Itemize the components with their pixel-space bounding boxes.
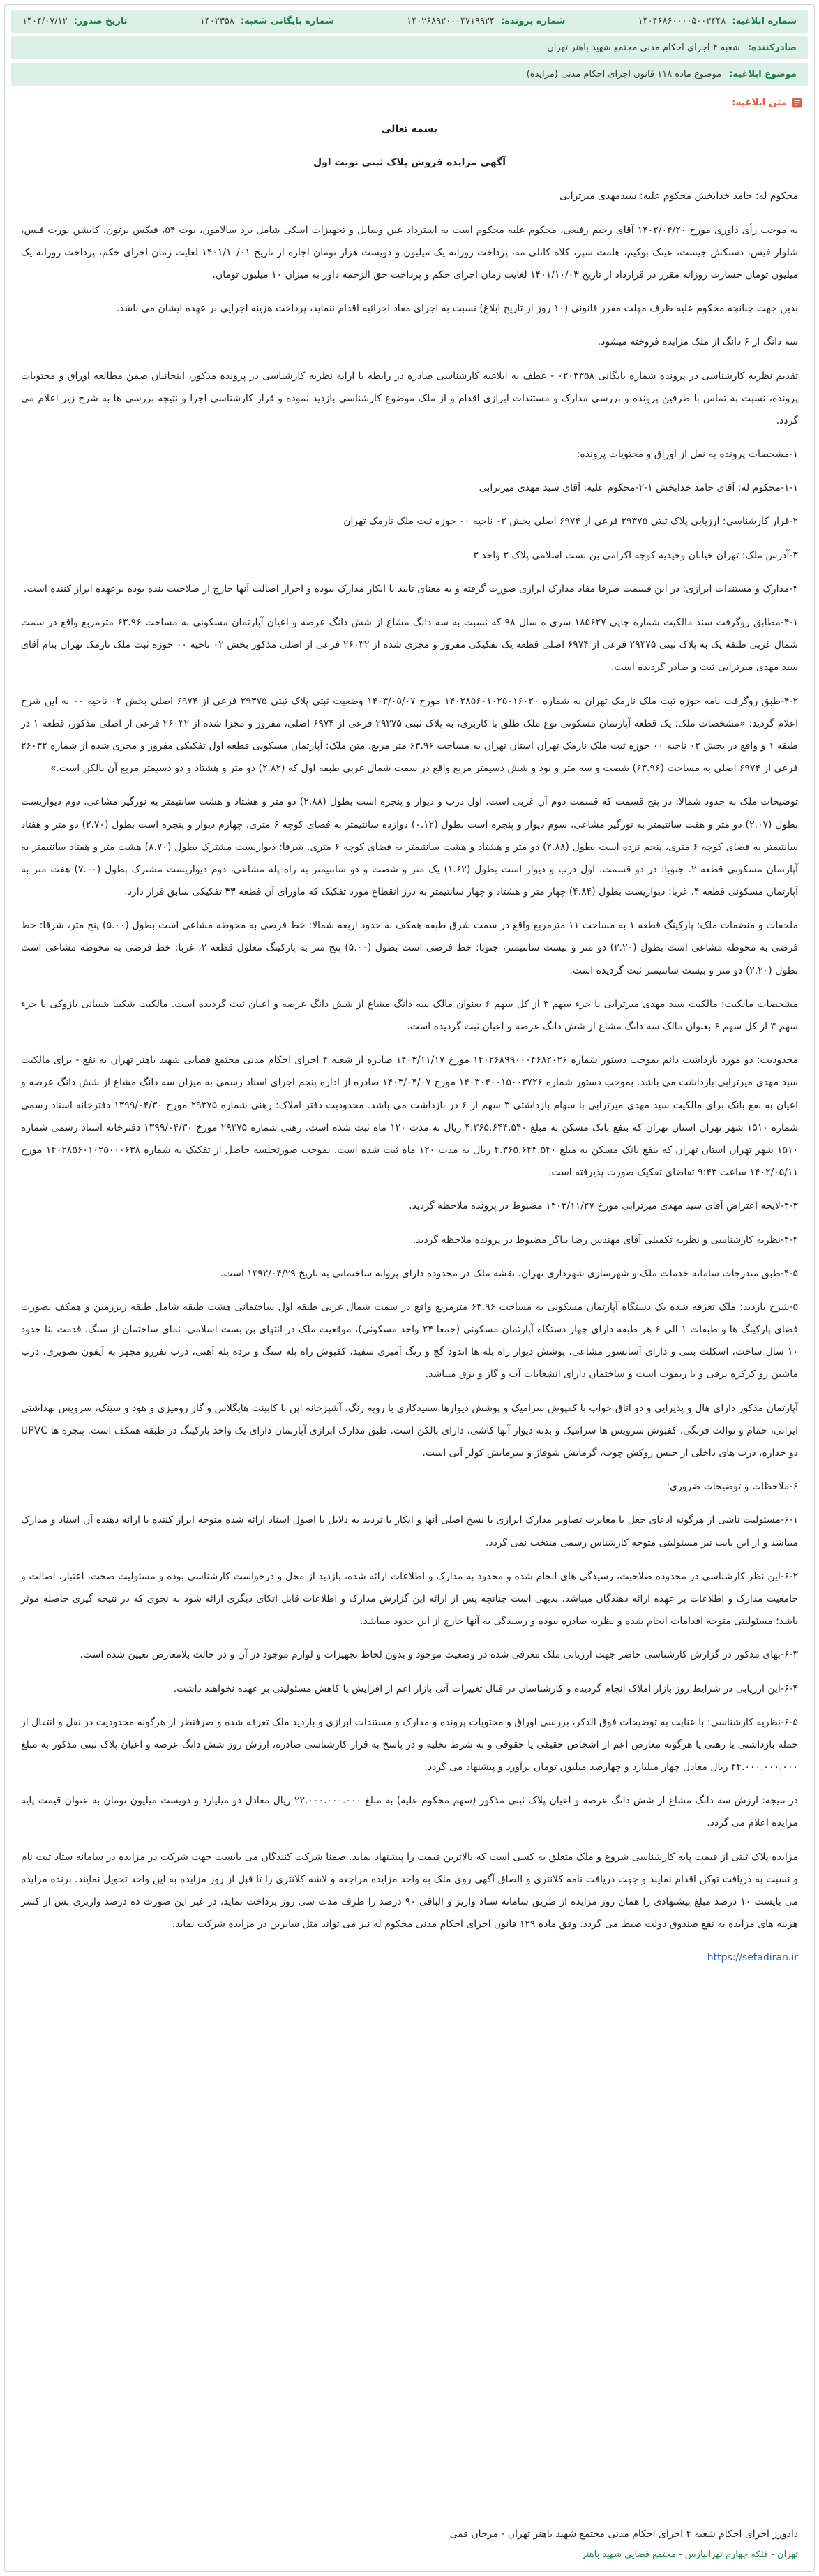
notice-paragraph: ۲-قرار کارشناسی: ارزیابی پلاک ثبتی ۲۹۳۷۵ فرعی از ۶۹۷۴ اصلی بخش ۰۲ ناحیه ۰۰ حوزه ثبت ملک نارمک تهران <box>343 516 798 528</box>
branch-archive-number-label: شماره بایگانی شعبه: <box>240 16 335 27</box>
document-meta-row <box>11 10 808 33</box>
officer-signature: دادورز اجرای احکام شعبه ۴ اجرای احکام مدنی مجتمع شهید باهنر تهران - مرجان قمی <box>449 2529 798 2540</box>
notice-paragraph: آگهی مزایده فروش پلاک ثبتی نوبت اول <box>313 157 506 169</box>
notification-number-label: شماره ابلاغیه: <box>732 16 797 27</box>
issuer-row <box>11 36 808 59</box>
branch-archive-number <box>200 16 334 27</box>
notice-section-title: متن ابلاغیه: <box>732 97 787 108</box>
notice-paragraph: ۱-مشخصات پرونده به نقل از اوراق و محتویات پرونده: <box>576 449 798 461</box>
case-number-label: شماره پرونده: <box>501 16 566 27</box>
notice-paragraph: ۵-شرح بازدید: ملک تعرفه شده یک دستگاه آپارتمان مسکونی به مساحت ۶۳.۹۶ مترمربع واقع در سمت شمال غربی طبقه اول ساختمانی هشت طبقه شامل طبقه زیرزمین و همکف بصورت فضای پارکینگ ها و طبقات ۱ الی ۶ هر طبقه دارای چهار دستگاه آپارتمان مسکونی (جمعا ۲۴ واحد مسکونی)، موقعیت ملک در انتهای بن بست اسلامی، نمای ساختمان از سنگ، قدمت بنا حدود ۱۰ سال ساخت، اسکلت بتنی و دارای آسانسور مشاعی، پوشش دیوار راه پله ها اندود گچ و رنگ آمیزی سفید، کفپوش راه پله سنگ و نرده پله آهنی، درب نفررو مجهز به آیفون تصویری، درب ماشین رو کرکره برقی و با ریموت است و ساختمان دارای انشعابات آب و گاز و برق میباشد. <box>21 1301 799 1380</box>
notice-paragraph: مشخصات مالکیت: مالکیت سید مهدی میرترابی با جزء سهم ۳ از کل سهم ۶ بعنوان مالک سه دانگ مشاع از شش دانگ عرصه و اعیان ثبت گردیده است. مالکیت شکیبا شیبانی بازوکی با جزء سهم ۳ از کل سهم ۶ بعنوان مالک سه دانگ مشاع از شش دانگ عرصه و اعیان ثبت گردیده است. <box>21 998 799 1032</box>
notice-paragraph: در نتیجه: ارزش سه دانگ مشاع از شش دانگ عرصه و اعیان پلاک ثبتی مذکور (سهم محکوم علیه) به مبلغ ۲۲.۰۰۰.۰۰۰.۰۰۰ ریال معادل دو میلیارد و دویست میلیون تومان به عنوان قیمت پایه مزایده اعلام می گردد. <box>21 1795 798 1829</box>
notice-paragraph: ۶-۲-این نظر کارشناسی در محدوده صلاحیت، رسیدگی های انجام شده و محدود به مدارک و اطلاعات ارائه شده، بازدید از محل و درخواست کارشناسی بوده و مسئولیت صحت، اعتبار، اصالت و جامعیت مدارک و اطلاعات بر عهده ارائه دهندگان میباشد. بدیهی است چنانچه پس از ارائه این گزارش مدارک و اطلاعات قابل اتکای دیگری ارائه شود به نحوی که در نتیجه گیری حاصله موثر باشد؛ مسئولیتی متوجه اقدامات انجام شده و نظریه صادره نبوده و رسیدگی به آنها خارج از این حدود میباشد. <box>21 1570 798 1628</box>
branch-archive-number-value: ۱۴۰۲۳۵۸ <box>200 16 234 27</box>
notification-document <box>4 4 815 2572</box>
notice-paragraph: ۴-مدارک و مستندات ابرازی: در این قسمت صرفا مفاد مدارک ابرازی صورت گرفته و به معنای تایید یا انکار مدارک نبوده و احراز اصالت آنها خارج از صلاحیت بنده بوده برعهده ابراز کننده است. <box>23 583 798 595</box>
notice-paragraph: توضیحات ملک به حدود شمالا: در پنج قسمت که قسمت دوم آن غربی است. اول درب و دیوار و پنجره است بطول (۲.۸۸) دو متر و هشتاد و هشت سانتیمتر به نورگیر مشاعی، دوم دیواریست بطول (۲.۰۷) دو متر و هفت سانتیمتر به نورگیر مشاعی، سوم دیوار و پنجره است بطول (۰.۱۲) دوازده سانتیمتر به فضای کوچه ۶ متری، چهارم دیوار و پنجره است بطول (۲.۷۰) دو متر و هفتاد سانتیمتر به فضای کوچه ۶ متری، پنجم نرده است بطول (۲.۸۸) دو متر و هشتاد و هشت سانتیمتر به فضای کوچه ۶ متری. شرقا: دیواریست مشترک بطول (۸.۷۰) هشت متر و هفتاد سانتیمتر به آپارتمان مسکونی قطعه ۲. جنوبا: در دو قسمت، اول درب و دیوار است بطول (۱.۶۲) یک متر و شصت و دو سانتیمتر به راه پله مشاعی، دوم دیواریست مشترک بطول (۷.۰۰) هفت متر به آپارتمان مسکونی قطعه ۴. غربا: دیواریست بطول (۴.۸۴) چهار متر و هشتاد و چهار سانتیمتر به درز انقطاع مورد تفکیک که ماورای آن قطعه ۳۳ تفکیکی سابق قرار دارد. <box>21 796 799 898</box>
notice-paragraph: محکوم له: حامد خدابخش محکوم علیه: سیدمهدی میرترابی <box>559 191 798 202</box>
notice-paragraph: ۶-۳-بهای مذکور در گزارش کارشناسی حاضر جهت ارزیابی ملک معرفی شده در وضعیت موجود و بدون لحاظ تجهیزات و لوازم موجود در آن و در حالت بلامعارض تعیین شده است. <box>80 1649 798 1661</box>
notice-paragraph: ۴-۱-مطابق روگرفت سند مالکیت شماره چاپی ۱۸۵۶۲۷ سری ه سال ۹۸ که نسبت به سه دانگ مشاع از شش دانگ عرصه و اعیان آپارتمان مسکونی به مساحت ۶۳.۹۶ مترمربع واقع در سمت شمال غربی طبقه یک به پلاک ثبتی ۲۹۳۷۵ فرعی از ۶۹۷۴ اصلی قطعه یک تفکیکی مفروز و مجزی شده از ۲۶۰۳۲ فرعی از اصلی مذکور بخش ۰۲ ناحیه ۰۰ حوزه ثبت ملک نارمک تهران بنام آقای سید مهدی میرترابی ثبت و صادر گردیده است. <box>21 617 798 673</box>
issuer-label: صادرکننده: <box>747 43 797 53</box>
notice-text-header <box>11 89 808 112</box>
notice-paragraph: ملحقات و منضمات ملک: پارکینگ قطعه ۱ به مساحت ۱۱ مترمربع واقع در سمت شرق طبقه همکف به حدود اربعه شمالا: خط فرضی به محوطه مشاعی است بطول (۵.۰۰) پنج متر، شرقا: خط فرضی به محوطه مشاعی است بطول (۲.۲۰) دو متر و بیست سانتیمتر، جنوبا: خط فرضی است بطول (۵.۰۰) پنج متر به پارکینگ معلول قطعه ۲، غربا: خط فرضی به محوطه مشاعی است بطول (۲.۲۰) دو متر و بیست سانتیمتر ثبت گردیده است. <box>21 920 799 976</box>
notice-paragraph: ۴-۲-طبق روگرفت نامه حوزه ثبت ملک نارمک تهران به شماره ۱۴۰۲۸۵۶۰۱۰۲۵۰۱۶۰۲۰ مورخ ۱۴۰۳/۰۵/۰۷ وضعیت ثبتی پلاک ثبتی ۲۹۳۷۵ فرعی از ۶۹۷۴ اصلی بخش ۰۲ ناحیه ۰۰ به این شرح اعلام گردید: «مشخصات ملک: یک قطعه آپارتمان مسکونی نوع ملک طلق با کاربری، به پلاک ثبتی ۲۹۳۷۵ فرعی از ۶۹۷۴ اصلی، مفروز و مجزا شده از ۲۶۰۳۲ فرعی از اصلی مذکور، قطعه ۱ در طبقه ۱ و واقع در بخش ۰۲ ناحیه ۰۰ حوزه ثبت ملک نارمک تهران استان تهران به مساحت ۶۳.۹۶ متر مربع. متن ملک: آپارتمان مسکونی قطعه اول تفکیکی مفروز و مجزی شده از شماره ۲۶۰۳۲ فرعی از ۶۹۷۴ اصلی به مساحت (۶۳.۹۶) شصت و سه متر و نود و شش دسیمتر مربع واقع در سمت شمال غربی طبقه اول که (۲.۸۲) دو متر و هشتاد و دو دسیمتر مربع آن بالکن است.» <box>21 695 799 775</box>
setadiran-link[interactable]: https://setadiran.ir <box>707 1952 798 1964</box>
notice-paragraph: ۶-۴-این ارزیابی در شرایط روز بازار املاک انجام گردیده و کارشناسان در قبال تغییرات آتی بازار اعم از افزایش یا کاهش مسئولیتی بر عهده نخواهند داشت. <box>173 1683 798 1695</box>
notice-paragraph: ۱-۱-محکوم له: آقای حامد خدابخش ۱-۲-محکوم علیه: آقای سید مهدی میرترابی <box>479 482 798 494</box>
case-number <box>407 16 565 27</box>
notice-paragraph: محدودیت: دو مورد بازداشت دائم بموجب دستور شماره ۱۴۰۲۶۸۹۹۰۰۰۴۶۸۲۰۲۶ مورخ ۱۴۰۳/۱۱/۱۷ صادره از شعبه ۴ اجرای احکام مدنی مجتمع قضایی شهید باهنر تهران به نفع - برای مالکیت سید مهدی میرترابی بازداشت می باشد. بموجب دستور شماره ۱۴۰۳۰۴۰۰۱۵۰۰۳۷۲۶ مورخ ۱۴۰۳/۰۴/۰۷ صادره از اداره پنجم اجرای اسناد رسمی به میزان سه دانگ مشاع از شش دانگ عرصه و اعیان به نفع بانک برای مالکیت سید مهدی میرترابی با سهام بازداشتی ۳ سهم از ۶ در بازداشت می باشد. محدودیت دفتر املاک: رهنی شماره ۲۹۳۷۵ مورخ ۱۳۹۹/۰۴/۳۰ دفترخانه اسناد رسمی شماره ۱۵۱۰ شهر تهران استان تهران که بنفع بانک مسکن به مبلغ ۴.۳۶۵.۶۴۴.۵۴۰ ریال به مدت ۱۲۰ ماه ثبت شده است. رهنی شماره ۲۹۳۷۵ مورخ ۱۳۹۹/۰۴/۳۰ دفترخانه اسناد رسمی شماره ۱۵۱۰ شهر تهران استان تهران که بنفع بانک مسکن به مبلغ ۴.۳۶۵.۶۴۴.۵۴۰ ریال به مدت ۱۲۰ ماه ثبت شده است. بموجب صورتجلسه حاصل از تفکیک به شماره ۱۴۰۲۸۵۶۰۱۰۲۵۰۰۰۶۳۸ مورخ ۱۴۰۲/۰۵/۱۱ ساعت ۹:۴۳ تقاضای تفکیک صورت پذیرفته است. <box>21 1055 799 1179</box>
notification-number <box>638 16 797 27</box>
notice-paragraph: ۴-۳-لایحه اعتراض آقای سید مهدی میرترابی مورخ ۱۴۰۳/۱۱/۲۷ مضبوط در پرونده ملاحظه گردید. <box>409 1200 798 1212</box>
notice-paragraph: بسمه تعالی <box>381 124 438 135</box>
issue-date <box>22 16 128 27</box>
notice-paragraph: تقدیم نظریه کارشناسی در پرونده شماره بایگانی ۰۲۰۳۳۵۸ - عطف به ابلاغیه کارشناسی صادره در رابطه با ارایه نظریه کارشناسی در پرونده مذکور، اینجانبان ضمن مطالعه اوراق و محتویات پرونده، نسبت به تماس با طرفین پرونده و بررسی مدارک و مستندات ابرازی اقدام و از ملک موضوع کارشناسی بازدید نموده و قرار کارشناسی اجرا و نتیجه بررسی ها به شرح زیر اعلام می گردد. <box>21 370 798 426</box>
notice-paragraph: ۴-۵-طبق مندرجات سامانه خدمات ملک و شهرسازی شهرداری تهران، نقشه ملک در محدوده دارای پروانه ساختمانی به تاریخ ۱۳۹۲/۰۴/۲۹ است. <box>220 1267 798 1279</box>
notice-paragraph: ۳-آدرس ملک: تهران خیابان وحیدیه کوچه اکرامی بن بست اسلامی پلاک ۳ واحد ۳ <box>473 549 798 561</box>
subject-value: موضوع ماده ۱۱۸ قانون اجرای احکام مدنی (مزایده) <box>526 69 722 80</box>
notice-paragraph: ۴-۴-نظریه کارشناسی و نظریه تکمیلی آقای مهندس رضا بناگر مضبوط در پرونده ملاحظه گردید. <box>412 1234 798 1246</box>
notice-paragraph: بدین جهت چنانچه محکوم علیه ظرف مهلت مقرر قانونی (۱۰ روز از تاریخ ابلاغ) نسبت به اجرای مفاد اجرائیه اقدام ننماید، پرداخت هزینه اجرایی بر عهده ایشان می باشد. <box>116 303 798 315</box>
case-number-value: ۱۴۰۲۶۸۹۲۰۰۰۴۷۱۹۹۲۴ <box>407 16 495 27</box>
notice-paragraph: آپارتمان مذکور دارای هال و پذیرایی و دو اتاق خواب با کفپوش سرامیک و پوشش دیوارها سفیدکاری با رویه رنگ، آشپزخانه اپن با کابینت هایگلاس و گاز رومیزی و هود و سینک، سرویس بهداشتی ایرانی، حمام و توالت فرنگی، کفپوش سرویس ها سرامیک و بدنه دیوار آنها کاشی، دارای بالکن است. طبق مدارک ابرازی آپارتمان دارای یک واحد پارکینگ در طبقه همکف است. پنجره ها UPVC دو جداره، درب های داخلی از جنس روکش چوب، گرمایش شوفاژ و سرمایش کولر آبی است. <box>21 1402 798 1459</box>
notice-paragraph: سه دانگ از ۶ دانگ از ملک مزایده فروخته میشود. <box>597 336 798 348</box>
subject-label: موضوع ابلاغیه: <box>729 69 797 80</box>
notice-document-icon <box>792 98 802 108</box>
notice-paragraph: ۶-۱-مسئولیت ناشی از هرگونه ادعای جعل یا مغایرت تصاویر مدارک ابرازی با نسخ اصلی آنها و انکار یا تردید به دلایل یا اصول اسناد ارائه شده متوجه ابراز کننده یا ارائه دهنده آن اسناد و مدارک میباشد و از این بابت نیز مسئولیتی متوجه کارشناس رسمی منتخب نمی گردد. <box>21 1514 798 1549</box>
notice-paragraph: به موجب رأی داوری مورخ ۱۴۰۲/۰۴/۲۰ آقای رحیم رفیعی، محکوم علیه محکوم است به استرداد عین وسایل و تجهیزات اسکی شامل برد سالامون، بوت ۵۴، فیکس برتون، کایشن نورث فیس، شلوار فیس، دستکش جیست، عینک بوکیم، هلمت سپر، کلاه کانلی مه، پرداخت روزانه یک میلیون و دویست هزار تومان اجاره از تاریخ ۱۴۰۱/۱۰/۰۱ لغایت زمان اجرای حکم، پرداخت روزانه یک میلیون تومان خسارت روزانه مقرر در قرارداد از تاریخ ۱۴۰۱/۱۰/۰۳ لغایت زمان اجرای حکم و پرداخت حق الزحمه داور به میزان ۱۰ میلیون تومان. <box>21 224 798 281</box>
issue-date-label: تاریخ صدور: <box>73 16 128 27</box>
document-footer <box>11 2524 808 2561</box>
issuer-value: شعبه ۴ اجرای احکام مدنی مجتمع شهید باهنر تهران <box>547 43 740 53</box>
notice-body <box>11 112 808 2524</box>
subject-row <box>11 63 808 86</box>
notification-number-value: ۱۴۰۴۶۸۶۰۰۰۰۵۰۰۲۴۴۸ <box>638 16 726 27</box>
notice-paragraph: ۶-۵-نظریه کارشناسی: با عنایت به توضیحات فوق الذکر، بررسی اوراق و محتویات پرونده و مدارک و مستندات ابرازی و بازدید ملک تعرفه شده و صرفنظر از هرگونه محدودیت در نقل و انتقال از جمله بازداشتی یا رهنی یا هرگونه معارض اعم از اشخاص حقیقی یا حقوقی و به شرط تخلیه و در پاسخ به قرار کارشناسی صادره، ارزش روز شش دانگ عرصه و اعیان پلاک ثبتی مذکور به مبلغ ۴۴.۰۰۰.۰۰۰.۰۰۰ ریال معادل چهار میلیارد و چهارصد میلیون تومان برآورد و پیشنهاد می گردد. <box>20 1716 798 1773</box>
issue-date-value: ۱۴۰۴/۰۷/۱۲ <box>22 16 68 27</box>
notice-paragraph: ۶-ملاحظات و توضیحات ضروری: <box>666 1481 798 1493</box>
court-address: تهران - فلکه چهارم تهرانپارس - مجتمع قضایی شهید باهنر <box>581 2549 798 2560</box>
notice-paragraph: مزایده پلاک ثبتی از قیمت پایه کارشناسی شروع و ملک متعلق به کسی است که بالاترین قیمت را پیشنهاد نماید. ضمنا شرکت کنندگان می بایست جهت شرکت در مزایده در سامانه ستاد ثبت نام و نسبت به دریافت توکن اقدام نمایند و جهت دریافت نامه کلانتری و الصاق آگهی روی ملک به واحد مزایده مراجعه و لاشه کلانتری را تا قبل از روز مزایده به این واحد تحویل نمایند. برنده مزایده می بایست ۱۰ درصد مبلغ پیشنهادی را همان روز مزایده از طریق سامانه ستاد واریز و الباقی ۹۰ درصد را ظرف مدت سی روز پرداخت نماید، در غیر این صورت ده درصد واریزی پس از کسر هزینه های مزایده به نفع صندوق دولت ضبط می گردد. وفق ماده ۱۲۹ قانون اجرای احکام مدنی محکوم له نیز می تواند مثل سایرین در مزایده شرکت نماید. <box>21 1851 798 1930</box>
